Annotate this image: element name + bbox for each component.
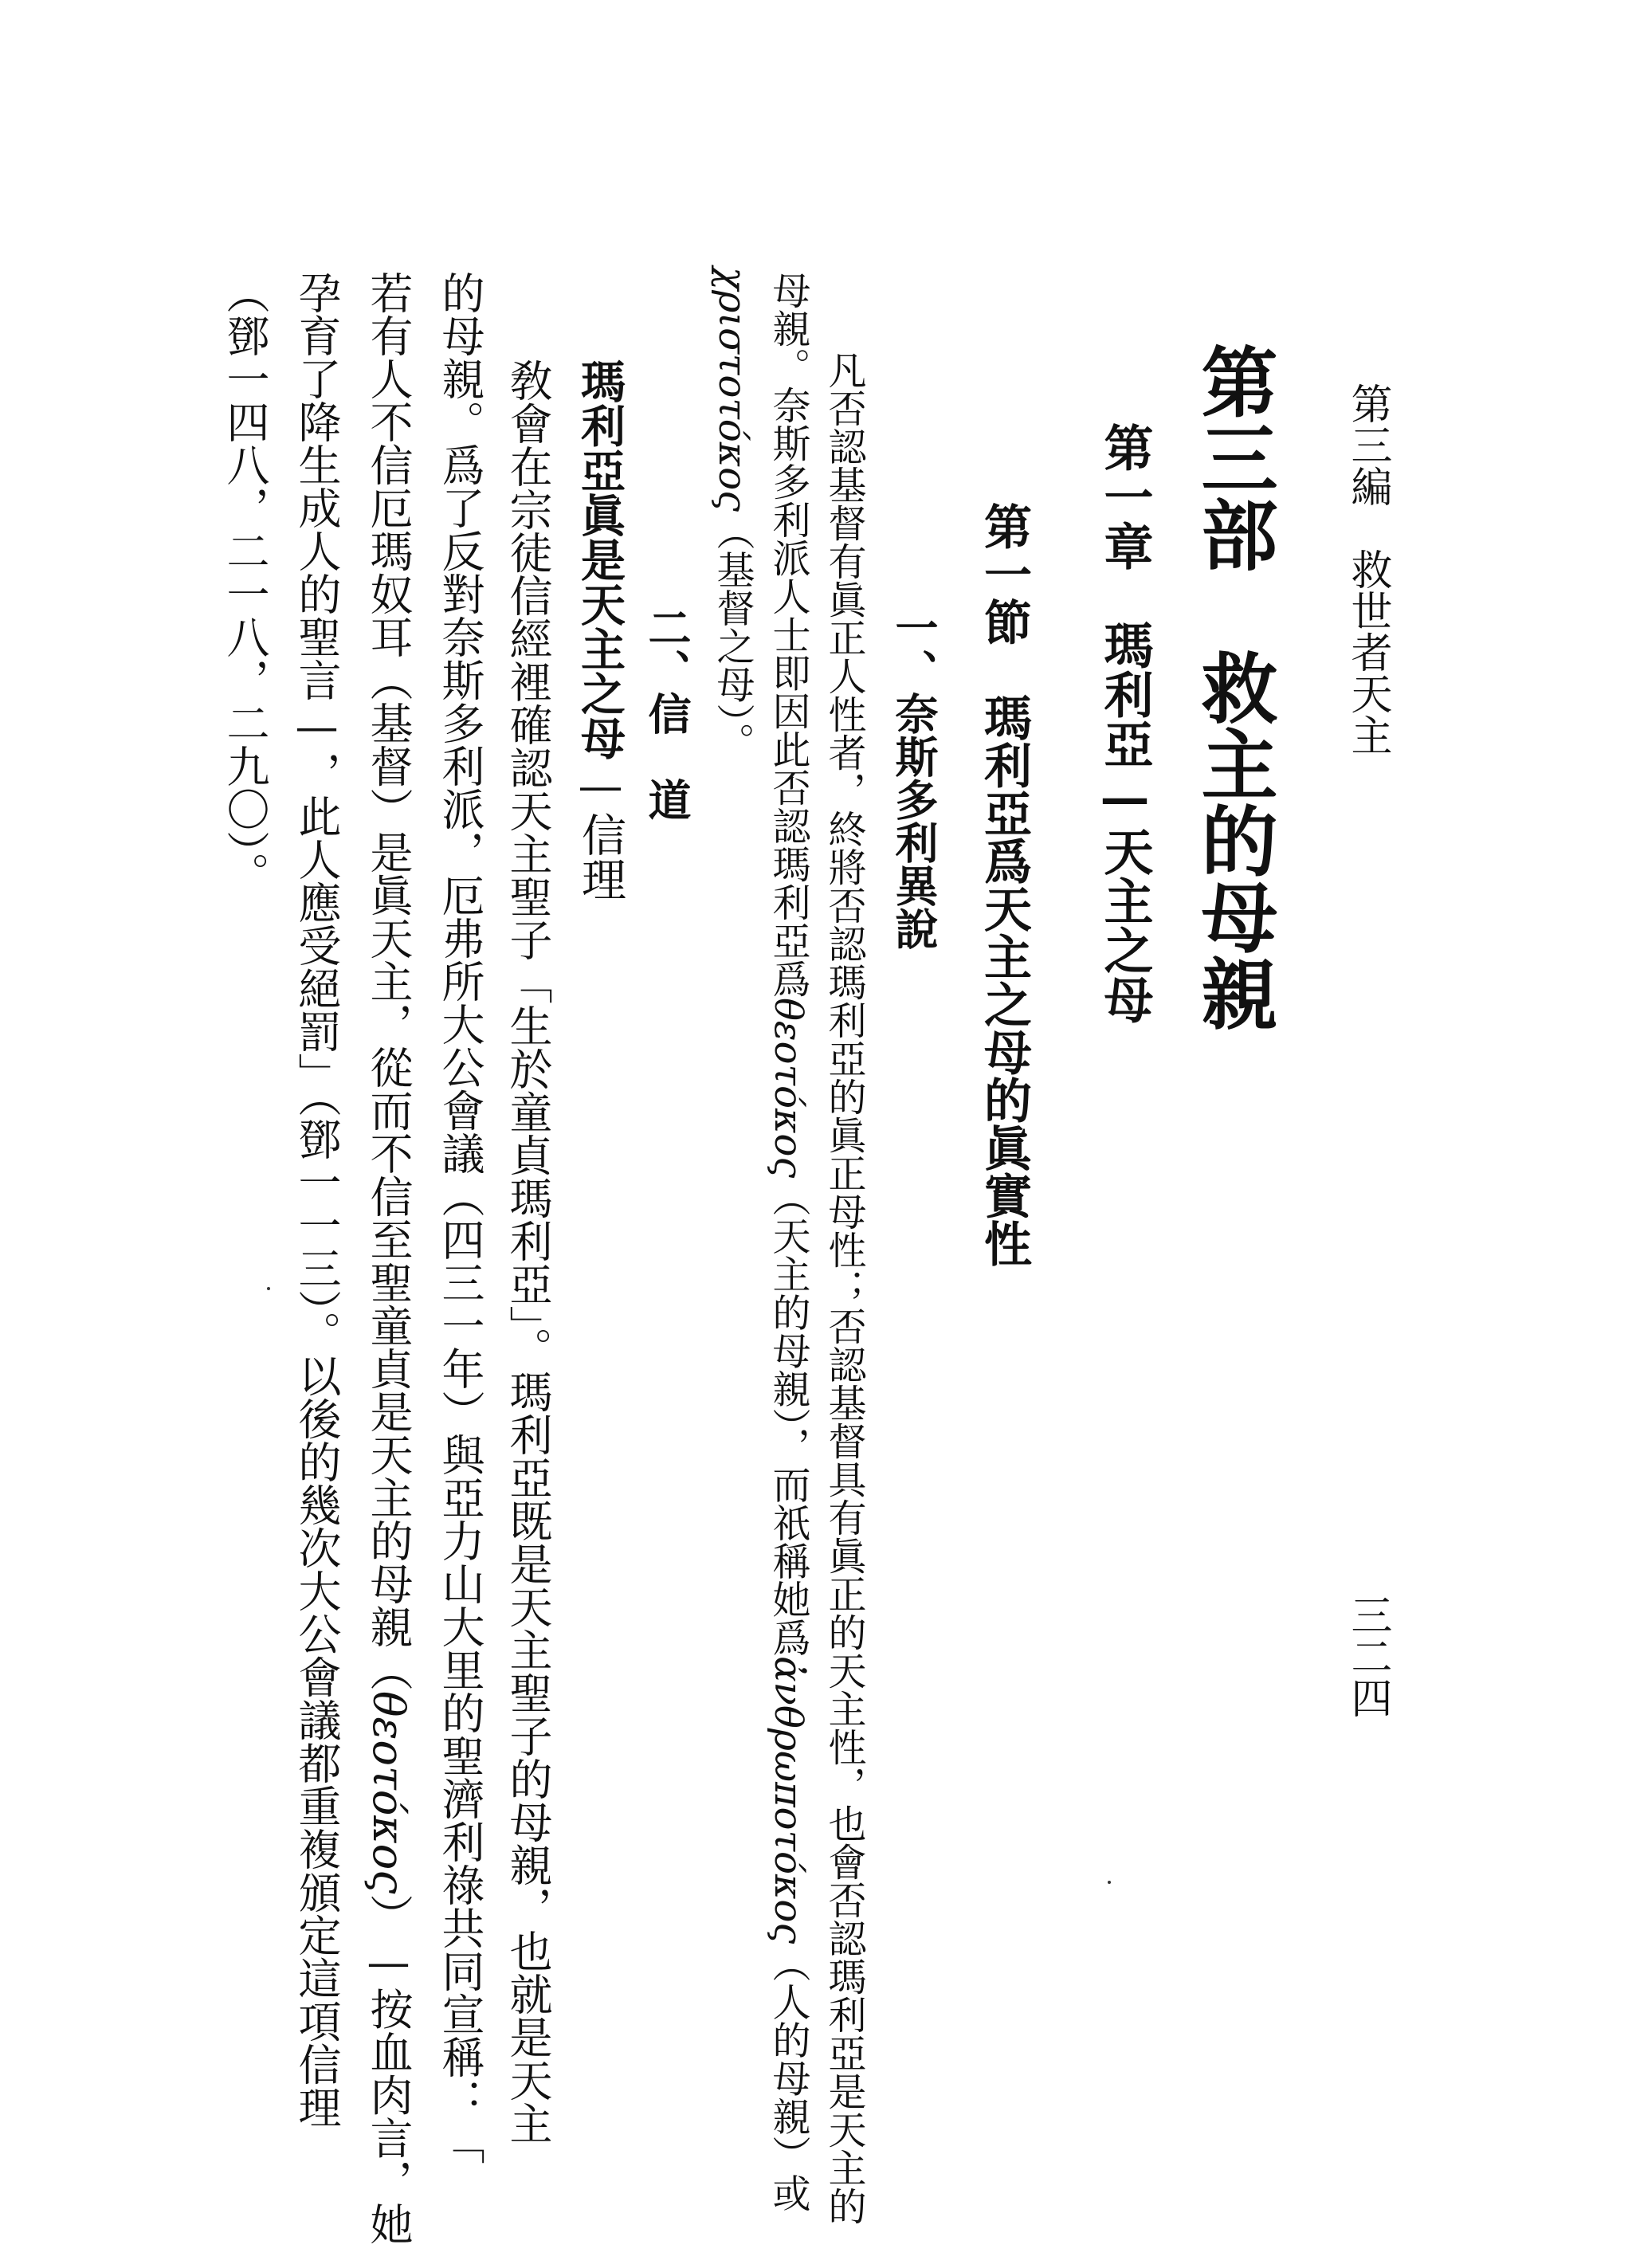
paragraph-1-line-3 [710, 267, 755, 761]
text-span: 母親。奈斯多利派人士即因此否認瑪利亞爲 [766, 271, 810, 998]
paragraph-2-line-3 [363, 271, 414, 2246]
page-number: 三二四 [1344, 1594, 1391, 1718]
text-span: 若有人不信厄瑪奴耳（基督）是眞天主，從而不信至聖童貞是天主的母親（ [363, 271, 414, 1691]
chapter-title: 第一章 瑪利亞—天主之母 [1096, 422, 1154, 1024]
text-span: （基督之母）。 [710, 512, 755, 761]
text-span: ）—按血肉言，她 [363, 1893, 414, 2246]
greek-term: θεοτόκος [363, 1691, 414, 1894]
paragraph-2-line-5: （鄧一四八，二一八，二九〇）。 [220, 271, 270, 895]
text-span: （天主的母親），而祇稱她爲 [766, 1178, 810, 1657]
dogma-statement [574, 359, 626, 901]
greek-term: χριστοτόκος [710, 267, 755, 512]
running-header: 第三編 救世者天主 [1344, 383, 1391, 755]
greek-term: θεοτόκος [766, 998, 810, 1179]
dogma-bold: 瑪利亞眞是天主之母 [574, 359, 626, 760]
paragraph-2-line-2: 的母親。爲了反對奈斯多利派，厄弗所大公會議（四三一年）與亞力山大里的聖濟利祿共同宣稱：「 [435, 271, 485, 2164]
speck-mark [1108, 1881, 1111, 1884]
section-title: 第一節 瑪利亞爲天主之母的眞實性 [976, 502, 1032, 1267]
dogma-label: —信理 [575, 760, 626, 901]
paragraph-1-line-2 [766, 271, 810, 2212]
paragraph-1-line-1: 凡否認基督有眞正人性者，終將否認瑪利亞的眞正母性；否認基督具有眞正的天主性，也會否認瑪利亞是天主的 [822, 351, 866, 2225]
part-title: 第三部 救主的母親 [1189, 343, 1279, 1031]
paragraph-2-line-4: 孕育了降生成人的聖言—，此人應受絕罰」（鄧一一三）。以後的幾次大公會議都重複頒定這項信理 [292, 271, 342, 2129]
subheading-nestorian-heresy: 一、奈斯多利異說 [889, 606, 940, 950]
text-span: （人的母親）或 [766, 1944, 810, 2212]
subheading-faith: 二、信 道 [641, 606, 692, 821]
paragraph-2-line-1: 敎會在宗徒信經裡確認天主聖子「生於童貞瑪利亞」。瑪利亞既是天主聖子的母親，也就是天主 [503, 359, 553, 2144]
greek-term: ἀνθρωποτόκος [766, 1656, 810, 1944]
speck-mark [267, 1287, 270, 1290]
